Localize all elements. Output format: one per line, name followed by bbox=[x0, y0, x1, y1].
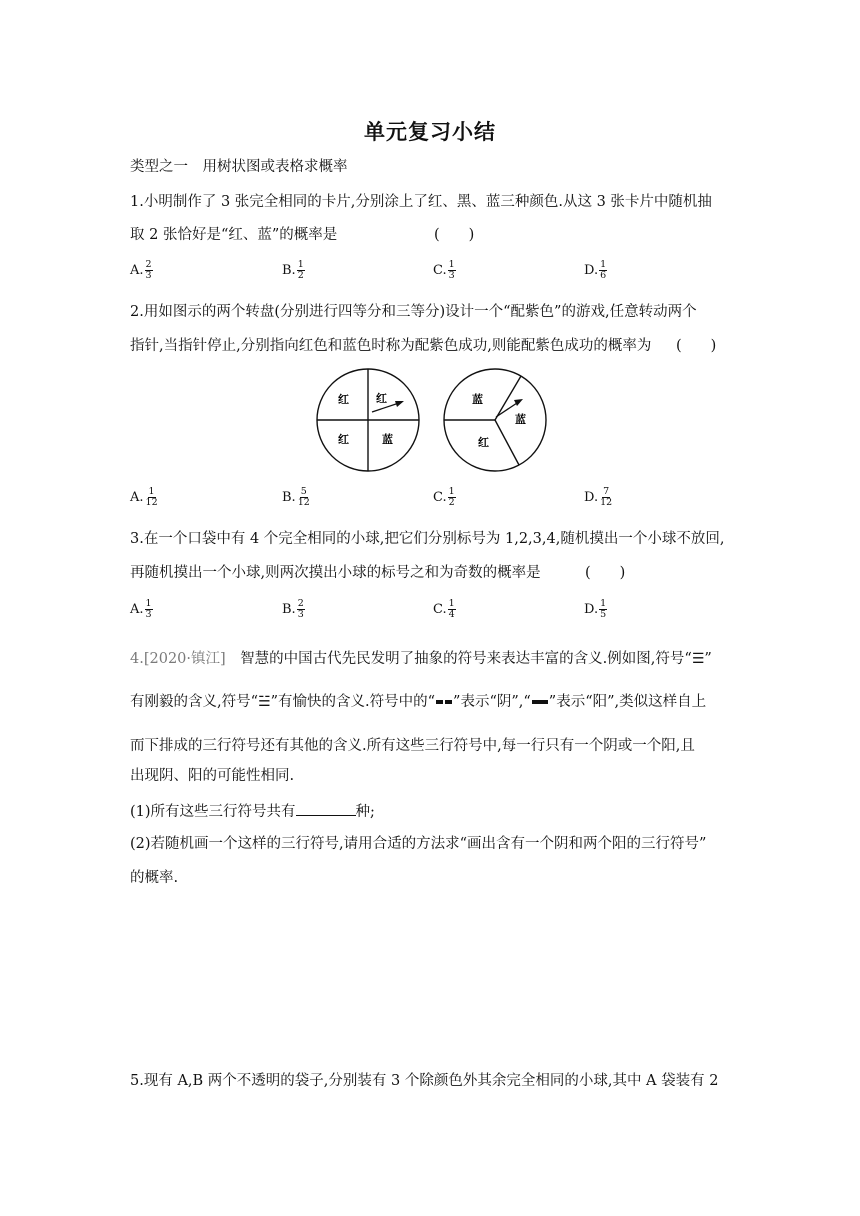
option-letter: A. bbox=[130, 490, 144, 505]
fraction bbox=[448, 487, 456, 508]
q5-line1: 5.现有 A,B 两个不透明的袋子,分别装有 3 个除颜色外其余完全相同的小球,其中 A 袋装有 2 bbox=[130, 1073, 719, 1089]
fraction-denominator: 3 bbox=[145, 270, 152, 281]
spinner-left-label-red-2: 红 bbox=[376, 392, 387, 405]
spinner-left-label-red-3: 红 bbox=[338, 433, 349, 446]
q4-sub1 bbox=[130, 801, 375, 821]
fraction-denominator: 12 bbox=[600, 497, 613, 508]
answer-blank[interactable] bbox=[296, 801, 356, 816]
fraction bbox=[448, 599, 456, 620]
spinner-right-label-blue-1: 蓝 bbox=[472, 393, 483, 406]
q4-line2-d: ”表示“阳”,类似这样自上 bbox=[548, 694, 707, 710]
dui-trigram-icon: ☱ bbox=[258, 694, 271, 710]
q3-answer-paren: ( ) bbox=[585, 565, 626, 581]
q3-line1: 3.在一个口袋中有 4 个完全相同的小球,把它们分别标号为 1,2,3,4,随机摸出一个小球不放回, bbox=[130, 531, 725, 547]
fraction-numerator: 1 bbox=[297, 259, 304, 270]
q1-option-d bbox=[584, 260, 607, 281]
fraction bbox=[145, 599, 153, 620]
q1-line2: 取 2 张恰好是“红、蓝”的概率是 bbox=[130, 227, 338, 243]
q4-line2-a: 有刚毅的含义,符号“ bbox=[130, 694, 259, 710]
q3-option-a bbox=[130, 599, 153, 620]
fraction bbox=[599, 599, 607, 620]
fraction bbox=[448, 260, 456, 281]
fraction bbox=[145, 260, 153, 281]
spinner-left-label-red-1: 红 bbox=[338, 393, 349, 406]
fraction-denominator: 3 bbox=[448, 270, 455, 281]
q4-line1 bbox=[130, 650, 712, 668]
fraction-denominator: 5 bbox=[600, 609, 607, 620]
q3-option-c bbox=[433, 599, 456, 620]
q4-line2-c: ”表示“阴”,“ bbox=[453, 694, 531, 710]
spinner-figure bbox=[310, 368, 550, 476]
q4-line1-text: 智慧的中国古代先民发明了抽象的符号来表达丰富的含义.例如图,符号“ bbox=[240, 651, 692, 667]
option-letter: C. bbox=[433, 490, 447, 505]
fraction-denominator: 6 bbox=[600, 270, 607, 281]
q4-line2-b: ”有愉快的含义.符号中的“ bbox=[270, 694, 436, 710]
fraction bbox=[297, 487, 311, 508]
q1-answer-paren: ( ) bbox=[434, 227, 475, 243]
q2-line2: 指针,当指针停止,分别指向红色和蓝色时称为配紫色成功,则能配紫色成功的概率为 bbox=[130, 338, 652, 354]
fraction-numerator: 1 bbox=[145, 598, 152, 609]
q1-option-b bbox=[282, 260, 305, 281]
q2-option-d bbox=[584, 487, 613, 508]
option-letter: C. bbox=[433, 263, 447, 278]
yin-line-icon bbox=[435, 697, 453, 707]
q4-line2 bbox=[130, 693, 706, 711]
fraction-denominator: 2 bbox=[297, 270, 304, 281]
q2-option-a bbox=[130, 487, 159, 508]
fraction-numerator: 2 bbox=[297, 598, 304, 609]
page-title: 单元复习小结 bbox=[364, 120, 496, 144]
q2-option-c bbox=[433, 487, 456, 508]
q4-line1-end: ” bbox=[704, 651, 712, 667]
spinner-right bbox=[444, 369, 546, 471]
q2-option-b bbox=[282, 487, 311, 508]
q4-line3: 而下排成的三行符号还有其他的含义.所有这些三行符号中,每一行只有一个阴或一个阳,且 bbox=[130, 738, 695, 754]
fraction-denominator: 12 bbox=[145, 497, 158, 508]
option-letter: A. bbox=[130, 602, 144, 617]
fraction-denominator: 3 bbox=[145, 609, 152, 620]
q4-source-tag: 4.[2020·镇江] bbox=[130, 651, 226, 667]
fraction-numerator: 1 bbox=[448, 259, 455, 270]
spinner-right-label-blue-2: 蓝 bbox=[515, 413, 526, 426]
fraction bbox=[145, 487, 159, 508]
q2-line1: 2.用如图示的两个转盘(分别进行四等分和三等分)设计一个“配紫色”的游戏,任意转动两个 bbox=[130, 304, 697, 320]
q1-option-a bbox=[130, 260, 153, 281]
yang-line-icon bbox=[531, 697, 549, 707]
option-letter: D. bbox=[584, 602, 599, 617]
fraction-numerator: 7 bbox=[603, 486, 610, 497]
section-heading: 类型之一 用树状图或表格求概率 bbox=[130, 159, 348, 175]
q4-sub1-text: (1)所有这些三行符号共有 bbox=[130, 804, 296, 820]
fraction bbox=[297, 599, 305, 620]
fraction-numerator: 1 bbox=[148, 486, 155, 497]
q4-sub1-end: 种; bbox=[355, 804, 375, 820]
q2-answer-paren: ( ) bbox=[676, 338, 717, 354]
fraction bbox=[297, 260, 305, 281]
q1-line1: 1.小明制作了 3 张完全相同的卡片,分别涂上了红、黑、蓝三种颜色.从这 3 张卡片中随机抽 bbox=[130, 194, 712, 210]
fraction-denominator: 4 bbox=[448, 609, 455, 620]
q3-option-d bbox=[584, 599, 607, 620]
spinner-right-label-red: 红 bbox=[478, 436, 489, 449]
fraction-numerator: 2 bbox=[145, 259, 152, 270]
fraction bbox=[599, 487, 613, 508]
fraction-denominator: 3 bbox=[297, 609, 304, 620]
option-letter: B. bbox=[282, 490, 296, 505]
q3-option-b bbox=[282, 599, 305, 620]
fraction-numerator: 1 bbox=[600, 598, 607, 609]
q1-option-c bbox=[433, 260, 456, 281]
fraction-denominator: 2 bbox=[448, 497, 455, 508]
fraction-numerator: 1 bbox=[448, 598, 455, 609]
option-letter: C. bbox=[433, 602, 447, 617]
q3-line2: 再随机摸出一个小球,则两次摸出小球的标号之和为奇数的概率是 bbox=[130, 565, 541, 581]
fraction bbox=[599, 260, 607, 281]
qian-trigram-icon: ☰ bbox=[691, 651, 705, 667]
fraction-numerator: 1 bbox=[448, 486, 455, 497]
fraction-numerator: 1 bbox=[600, 259, 607, 270]
option-letter: D. bbox=[584, 490, 599, 505]
spinner-left bbox=[317, 369, 419, 471]
option-letter: A. bbox=[130, 263, 144, 278]
spinner-left-label-blue: 蓝 bbox=[382, 433, 393, 446]
fraction-numerator: 5 bbox=[300, 486, 307, 497]
q4-sub2-line2: 的概率. bbox=[130, 870, 179, 886]
option-letter: B. bbox=[282, 263, 296, 278]
option-letter: D. bbox=[584, 263, 599, 278]
fraction-denominator: 12 bbox=[297, 497, 310, 508]
q4-sub2-line1: (2)若随机画一个这样的三行符号,请用合适的方法求“画出含有一个阴和两个阳的三行符号” bbox=[130, 836, 707, 852]
option-letter: B. bbox=[282, 602, 296, 617]
q4-line4: 出现阴、阳的可能性相同. bbox=[130, 768, 295, 784]
